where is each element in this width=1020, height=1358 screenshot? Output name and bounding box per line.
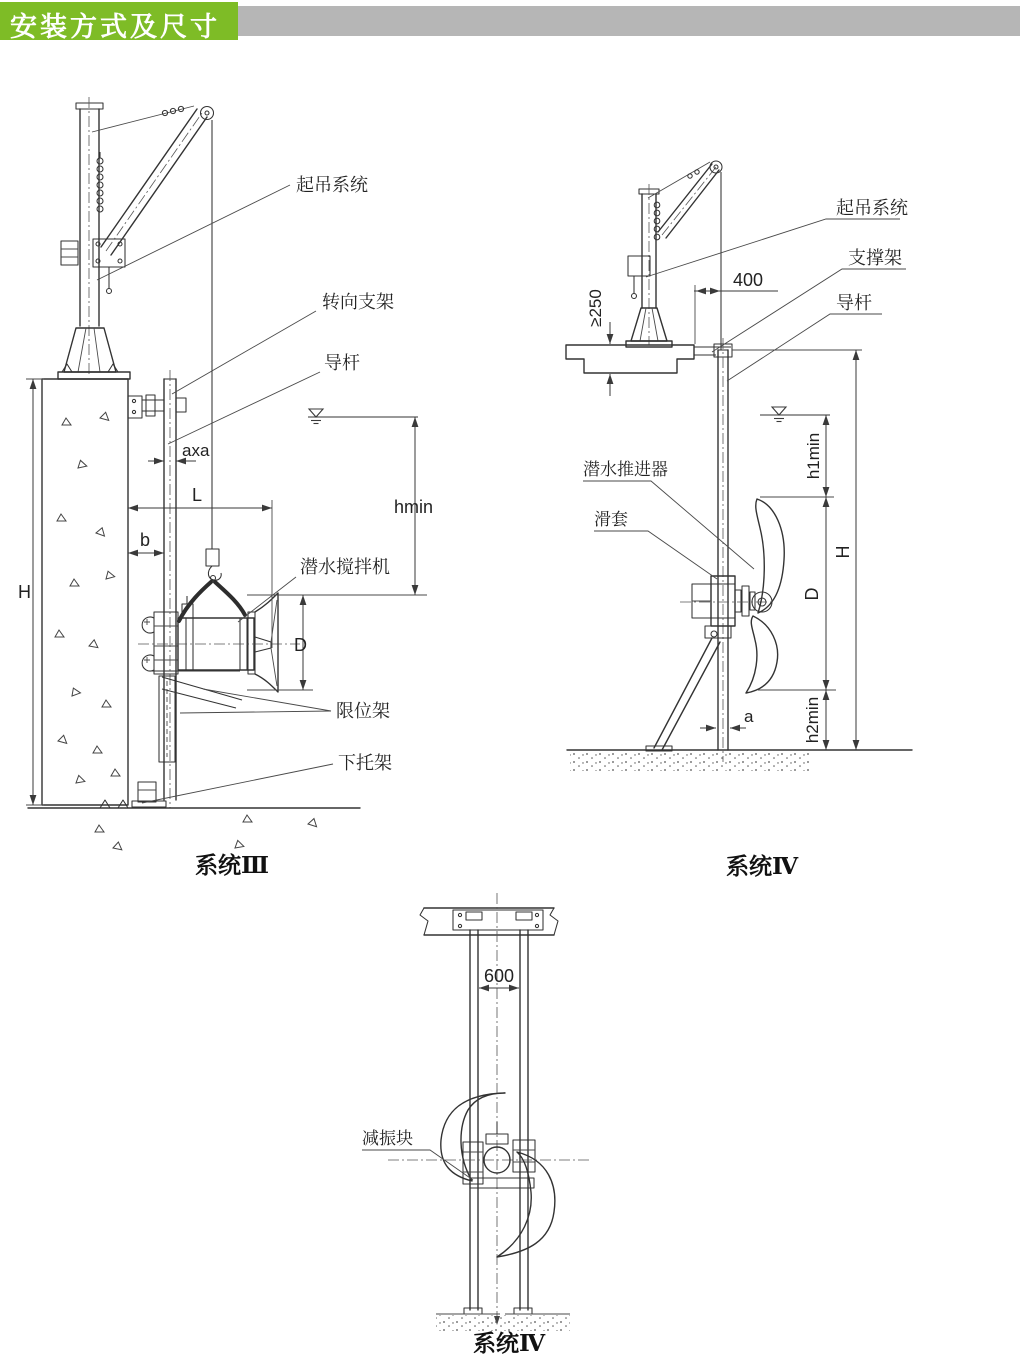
caption-system3: 系统Ⅲ — [194, 853, 270, 878]
label-submersible-propeller: 潜水推进器 — [583, 460, 668, 479]
caption-system4-front: 系统Ⅳ — [472, 1331, 546, 1356]
labels-system4-front — [362, 1128, 473, 1180]
mixer-propeller-shroud — [248, 593, 278, 692]
label-lifting-system: 起吊系统 — [296, 175, 368, 195]
dim-400-label: 400 — [732, 270, 764, 290]
dim-h2min-label: h2min — [803, 696, 822, 744]
dim-deck-min-label: ≥250 — [586, 289, 605, 327]
propeller-blade-lower — [746, 616, 778, 693]
label-lifting-system4: 起吊系统 — [836, 198, 908, 218]
label-submersible-mixer: 潜水搅拌机 — [300, 557, 390, 577]
water-level-system3 — [308, 409, 418, 424]
mounting-beam — [420, 908, 558, 935]
caption-system4-side: 系统Ⅳ — [725, 854, 799, 879]
hook — [206, 549, 221, 581]
label-guide-rod-system4: 导杆 — [836, 293, 872, 313]
propeller-assembly — [646, 499, 784, 751]
ground-system3 — [28, 808, 360, 850]
system3-diagram — [18, 97, 433, 878]
dim-600-label: 600 — [483, 966, 515, 986]
lower-bracket — [100, 782, 166, 808]
blade-upper-left — [441, 1093, 505, 1181]
dim-D-label-system4: D — [802, 587, 822, 601]
dim-H-label: H — [18, 582, 31, 602]
system4-front-diagram — [362, 893, 592, 1356]
labels-system3 — [97, 175, 394, 803]
hoist-chain-system4 — [654, 202, 660, 240]
dimensions-system4-front — [479, 966, 519, 988]
crane-system3 — [58, 97, 214, 549]
rod-clamp — [142, 612, 178, 674]
label-lower-bracket: 下托架 — [338, 753, 392, 773]
winch-system4 — [628, 256, 650, 299]
dim-H-label-system4: H — [833, 545, 853, 559]
guide-rod-system3 — [164, 370, 176, 808]
crane-base — [58, 328, 130, 379]
guide-rod-system4 — [718, 338, 728, 762]
dim-hmin-label: hmin — [394, 497, 434, 517]
dim-axa-label: axa — [182, 441, 210, 460]
dim-D-label: D — [294, 635, 307, 655]
deck-slab — [566, 345, 694, 373]
dim-L-label: L — [192, 485, 203, 505]
label-limit-bracket: 限位架 — [336, 701, 390, 721]
dim-b-label: b — [140, 530, 151, 550]
blade-lower-right — [497, 1152, 555, 1257]
dim-a-label: a — [744, 707, 754, 726]
ground-system4 — [567, 750, 912, 771]
label-damper-block: 减振块 — [362, 1129, 413, 1148]
turning-bracket — [128, 395, 186, 418]
water-level-system4 — [760, 407, 830, 422]
lifting-sling — [179, 582, 245, 621]
tank-wall — [42, 379, 128, 805]
system4-side-diagram — [566, 161, 912, 879]
winch — [61, 239, 125, 294]
hoist-chain — [97, 152, 103, 212]
labels-system4 — [583, 198, 908, 579]
page-title: 安装方式及尺寸 — [10, 12, 220, 42]
label-turning-bracket: 转向支架 — [322, 292, 394, 312]
crane-system4 — [626, 161, 722, 350]
ground-system4-front — [436, 1314, 570, 1331]
label-support-frame: 支撑架 — [848, 248, 902, 268]
dim-h1min-label: h1min — [804, 432, 823, 480]
label-guide-rod: 导杆 — [324, 353, 360, 373]
propeller-front — [441, 1093, 555, 1257]
label-sliding-sleeve: 滑套 — [594, 510, 628, 529]
